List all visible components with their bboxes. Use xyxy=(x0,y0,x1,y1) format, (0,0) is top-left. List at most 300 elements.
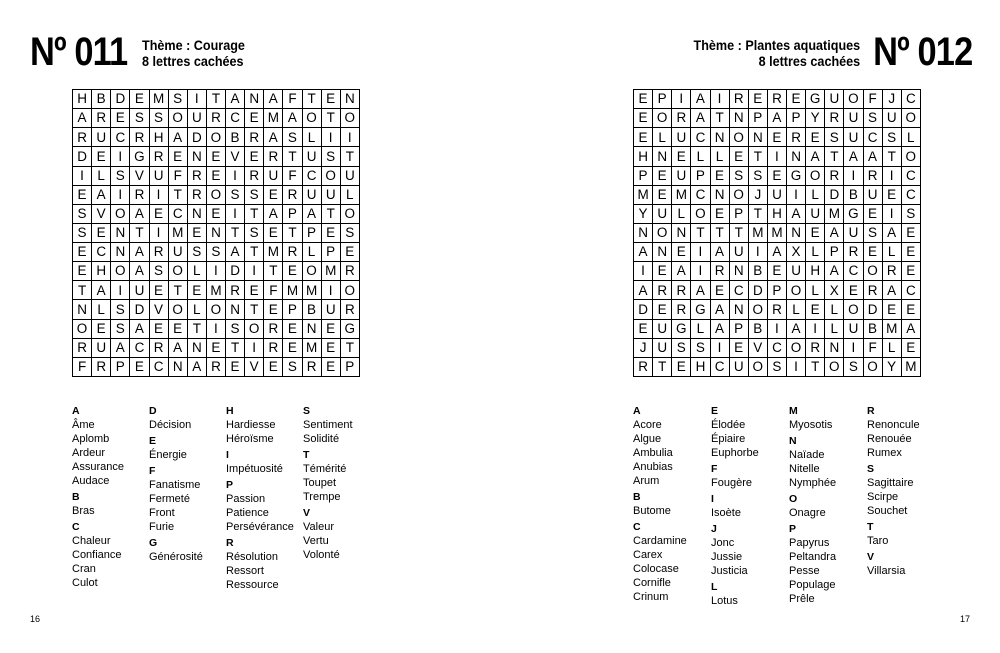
grid-cell: O xyxy=(825,358,844,377)
grid-cell: R xyxy=(341,262,360,281)
grid-cell: S xyxy=(188,243,207,262)
grid-cell: T xyxy=(749,205,768,224)
grid-cell: D xyxy=(226,262,245,281)
grid-cell: E xyxy=(806,224,825,243)
word-item: Jussie xyxy=(711,551,743,563)
grid-cell: N xyxy=(188,339,207,358)
grid-cell: E xyxy=(322,358,341,377)
grid-cell: M xyxy=(768,224,787,243)
grid-cell: E xyxy=(264,224,283,243)
word-item: Fermeté xyxy=(149,493,190,505)
grid-cell: R xyxy=(226,281,245,300)
grid-cell: R xyxy=(188,167,207,186)
word-item: Bras xyxy=(72,505,95,517)
grid-cell: P xyxy=(634,167,653,186)
grid-cell: T xyxy=(341,147,360,166)
grid-cell: D xyxy=(130,300,149,319)
section-letter: O xyxy=(789,493,798,505)
grid-cell: J xyxy=(883,90,902,109)
grid-cell: E xyxy=(150,205,169,224)
grid-cell: E xyxy=(207,167,226,186)
grid-cell: O xyxy=(653,224,672,243)
grid-cell: P xyxy=(825,243,844,262)
grid-cell: B xyxy=(749,262,768,281)
grid-cell: U xyxy=(150,167,169,186)
word-column xyxy=(633,404,711,608)
grid-cell: L xyxy=(902,128,921,147)
grid-cell: F xyxy=(283,90,302,109)
grid-cell: T xyxy=(169,281,188,300)
grid-cell: E xyxy=(653,300,672,319)
grid-cell: E xyxy=(207,147,226,166)
word-item: Témérité xyxy=(303,463,347,475)
word-item: Ambulia xyxy=(633,447,673,459)
grid-cell: E xyxy=(130,358,149,377)
grid-cell: O xyxy=(169,262,188,281)
grid-cell: N xyxy=(711,128,730,147)
grid-cell: R xyxy=(188,186,207,205)
word-item: Cornifle xyxy=(633,577,671,589)
section-letter: T xyxy=(303,449,310,461)
grid-cell: L xyxy=(883,339,902,358)
grid-cell: D xyxy=(188,128,207,147)
grid-cell: O xyxy=(787,281,806,300)
word-item: Renouée xyxy=(867,433,912,445)
grid-cell: U xyxy=(864,186,883,205)
grid-cell: U xyxy=(672,167,691,186)
section-letter: R xyxy=(226,537,234,549)
word-item: Furie xyxy=(149,521,175,533)
grid-cell: T xyxy=(749,147,768,166)
grid-cell: S xyxy=(322,147,341,166)
grid-cell: N xyxy=(245,90,264,109)
word-column xyxy=(72,404,149,592)
grid-cell: L xyxy=(883,243,902,262)
word-item: Élodée xyxy=(711,419,746,431)
grid-cell: N xyxy=(169,358,188,377)
word-item: Nitelle xyxy=(789,463,820,475)
grid-cell: L xyxy=(188,262,207,281)
section-letter: T xyxy=(867,521,874,533)
grid-cell: A xyxy=(883,224,902,243)
word-item: Culot xyxy=(72,577,98,589)
grid-cell: E xyxy=(283,339,302,358)
grid-cell: I xyxy=(322,128,341,147)
section-letter: P xyxy=(789,523,797,535)
grid-cell: G xyxy=(672,320,691,339)
grid-cell: I xyxy=(883,167,902,186)
grid-cell: L xyxy=(92,167,111,186)
grid-cell: E xyxy=(787,90,806,109)
word-item: Confiance xyxy=(72,549,122,561)
grid-cell: L xyxy=(711,147,730,166)
grid-cell: U xyxy=(322,186,341,205)
grid-cell: A xyxy=(902,320,921,339)
grid-cell: N xyxy=(188,205,207,224)
word-item: Épiaire xyxy=(711,433,746,445)
grid-cell: R xyxy=(768,90,787,109)
word-item: Héroïsme xyxy=(226,433,274,445)
grid-cell: Y xyxy=(806,109,825,128)
grid-cell: L xyxy=(806,281,825,300)
grid-cell: P xyxy=(111,358,130,377)
grid-cell: R xyxy=(864,167,883,186)
word-item: Scirpe xyxy=(867,491,899,503)
section-letter: S xyxy=(303,405,311,417)
grid-cell: E xyxy=(634,90,653,109)
grid-cell: R xyxy=(672,281,691,300)
grid-cell: E xyxy=(902,339,921,358)
grid-cell: E xyxy=(322,90,341,109)
grid-cell: U xyxy=(169,243,188,262)
grid-cell: N xyxy=(730,109,749,128)
word-item: Isoète xyxy=(711,507,741,519)
grid-cell: H xyxy=(806,262,825,281)
word-item: Solidité xyxy=(303,433,340,445)
word-item: Algue xyxy=(633,433,662,445)
grid-cell: E xyxy=(322,224,341,243)
word-item: Acore xyxy=(633,419,662,431)
grid-cell: A xyxy=(92,281,111,300)
hidden-letters-count: 8 lettres cachées xyxy=(758,53,860,69)
word-item: Fanatisme xyxy=(149,479,201,491)
word-item: Taro xyxy=(867,535,889,547)
grid-cell: S xyxy=(111,320,130,339)
grid-cell: E xyxy=(207,205,226,224)
hidden-letters-count: 8 lettres cachées xyxy=(142,53,244,69)
grid-cell: N xyxy=(303,320,322,339)
word-item: Fougère xyxy=(711,477,752,489)
word-item: Décision xyxy=(149,419,192,431)
grid-cell: C xyxy=(303,167,322,186)
grid-cell: I xyxy=(691,262,710,281)
grid-cell: P xyxy=(283,300,302,319)
grid-cell: C xyxy=(768,339,787,358)
grid-cell: J xyxy=(749,186,768,205)
grid-cell: F xyxy=(264,281,283,300)
word-item: Papyrus xyxy=(789,537,830,549)
word-item: Jonc xyxy=(711,537,735,549)
section-letter: N xyxy=(789,435,797,447)
grid-cell: A xyxy=(226,243,245,262)
grid-cell: N xyxy=(730,262,749,281)
grid-cell: A xyxy=(73,109,92,128)
grid-cell: E xyxy=(73,262,92,281)
grid-cell: A xyxy=(130,320,149,339)
grid-cell: E xyxy=(245,147,264,166)
grid-cell: E xyxy=(226,358,245,377)
grid-cell: L xyxy=(303,128,322,147)
grid-cell: O xyxy=(245,320,264,339)
grid-cell: D xyxy=(749,281,768,300)
word-column xyxy=(789,404,867,608)
word-item: Trempe xyxy=(303,491,341,503)
grid-cell: I xyxy=(711,339,730,358)
grid-cell: V xyxy=(150,300,169,319)
grid-cell: A xyxy=(303,205,322,224)
grid-cell: O xyxy=(169,109,188,128)
grid-cell: I xyxy=(691,243,710,262)
grid-cell: E xyxy=(150,320,169,339)
grid-cell: O xyxy=(303,262,322,281)
grid-cell: S xyxy=(207,243,226,262)
word-item: Justicia xyxy=(711,565,748,577)
grid-cell: L xyxy=(806,243,825,262)
grid-cell: R xyxy=(806,339,825,358)
grid-cell: E xyxy=(283,320,302,339)
word-item: Générosité xyxy=(149,551,203,563)
grid-cell: H xyxy=(73,90,92,109)
grid-cell: R xyxy=(341,300,360,319)
grid-cell: T xyxy=(303,90,322,109)
grid-cell: M xyxy=(264,109,283,128)
grid-cell: U xyxy=(303,147,322,166)
grid-cell: D xyxy=(73,147,92,166)
grid-cell: A xyxy=(825,262,844,281)
word-item: Aplomb xyxy=(72,433,110,445)
word-item: Front xyxy=(149,507,175,519)
grid-cell: E xyxy=(341,243,360,262)
section-letter: P xyxy=(226,479,234,491)
grid-cell: Y xyxy=(883,358,902,377)
section-letter: B xyxy=(72,491,80,503)
section-letter: R xyxy=(867,405,875,417)
grid-cell: X xyxy=(825,281,844,300)
grid-cell: S xyxy=(768,358,787,377)
section-letter: C xyxy=(72,521,80,533)
grid-cell: J xyxy=(634,339,653,358)
grid-cell: A xyxy=(691,281,710,300)
grid-cell: T xyxy=(691,224,710,243)
grid-cell: U xyxy=(844,109,863,128)
grid-cell: M xyxy=(150,90,169,109)
grid-cell: I xyxy=(711,90,730,109)
section-letter: E xyxy=(149,435,157,447)
grid-cell: A xyxy=(264,128,283,147)
grid-cell: R xyxy=(672,109,691,128)
grid-cell: S xyxy=(111,167,130,186)
grid-cell: R xyxy=(844,243,863,262)
grid-cell: E xyxy=(768,262,787,281)
grid-cell: I xyxy=(150,186,169,205)
grid-cell: E xyxy=(188,224,207,243)
grid-cell: C xyxy=(130,339,149,358)
word-item: Résolution xyxy=(226,551,278,563)
grid-cell: R xyxy=(130,186,149,205)
grid-cell: O xyxy=(111,262,130,281)
grid-cell: C xyxy=(844,262,863,281)
grid-cell: E xyxy=(245,109,264,128)
grid-cell: F xyxy=(169,167,188,186)
grid-cell: A xyxy=(883,281,902,300)
grid-cell: H xyxy=(92,262,111,281)
word-item: Vertu xyxy=(303,535,329,547)
grid-cell: A xyxy=(130,243,149,262)
section-letter: E xyxy=(711,405,719,417)
word-item: Toupet xyxy=(303,477,337,489)
grid-cell: E xyxy=(634,128,653,147)
grid-cell: O xyxy=(111,205,130,224)
grid-cell: E xyxy=(245,281,264,300)
grid-cell: R xyxy=(264,147,283,166)
grid-cell: S xyxy=(283,358,302,377)
grid-cell: B xyxy=(844,186,863,205)
word-item: Patience xyxy=(226,507,269,519)
grid-cell: E xyxy=(150,281,169,300)
grid-cell: R xyxy=(245,128,264,147)
grid-cell: U xyxy=(787,262,806,281)
grid-cell: T xyxy=(806,358,825,377)
grid-cell: E xyxy=(207,339,226,358)
grid-cell: E xyxy=(283,262,302,281)
grid-cell: R xyxy=(283,243,302,262)
grid-cell: U xyxy=(672,128,691,147)
grid-cell: U xyxy=(653,339,672,358)
grid-cell: A xyxy=(864,147,883,166)
word-item: Colocase xyxy=(633,563,679,575)
grid-cell: M xyxy=(322,262,341,281)
grid-cell: M xyxy=(672,186,691,205)
grid-cell: A xyxy=(634,281,653,300)
puzzle-theme xyxy=(142,37,245,69)
grid-cell: N xyxy=(749,128,768,147)
grid-cell: P xyxy=(730,320,749,339)
grid-cell: C xyxy=(902,281,921,300)
grid-cell: E xyxy=(711,281,730,300)
grid-cell: R xyxy=(787,128,806,147)
grid-cell: A xyxy=(691,90,710,109)
grid-cell: T xyxy=(283,224,302,243)
grid-cell: G xyxy=(787,167,806,186)
word-item: Onagre xyxy=(789,507,826,519)
grid-cell: I xyxy=(787,186,806,205)
grid-cell: E xyxy=(188,281,207,300)
grid-cell: D xyxy=(825,186,844,205)
grid-cell: C xyxy=(691,186,710,205)
grid-cell: U xyxy=(264,167,283,186)
letter-grid xyxy=(72,89,360,377)
grid-cell: B xyxy=(226,128,245,147)
grid-cell: E xyxy=(92,147,111,166)
grid-cell: S xyxy=(864,224,883,243)
grid-cell: S xyxy=(130,109,149,128)
grid-cell: A xyxy=(825,224,844,243)
word-item: Audace xyxy=(72,475,110,487)
grid-cell: M xyxy=(303,339,322,358)
grid-cell: I xyxy=(768,147,787,166)
grid-cell: P xyxy=(283,205,302,224)
grid-cell: O xyxy=(864,262,883,281)
section-letter: H xyxy=(226,405,234,417)
grid-cell: R xyxy=(207,358,226,377)
grid-cell: I xyxy=(73,167,92,186)
grid-cell: M xyxy=(634,186,653,205)
word-column xyxy=(867,404,937,608)
grid-cell: M xyxy=(825,205,844,224)
grid-cell: A xyxy=(130,262,149,281)
grid-cell: S xyxy=(111,300,130,319)
grid-cell: O xyxy=(844,300,863,319)
grid-cell: L xyxy=(188,300,207,319)
grid-cell: E xyxy=(672,358,691,377)
grid-cell: P xyxy=(691,167,710,186)
grid-cell: A xyxy=(226,90,245,109)
grid-cell: E xyxy=(883,300,902,319)
grid-cell: R xyxy=(672,300,691,319)
grid-cell: A xyxy=(711,243,730,262)
grid-cell: V xyxy=(226,147,245,166)
grid-cell: R xyxy=(883,262,902,281)
grid-cell: P xyxy=(653,90,672,109)
grid-cell: T xyxy=(283,147,302,166)
puzzle-number: Nº 012 xyxy=(872,30,972,74)
grid-cell: S xyxy=(341,224,360,243)
grid-cell: T xyxy=(711,109,730,128)
grid-cell: G xyxy=(806,90,825,109)
grid-cell: N xyxy=(111,243,130,262)
grid-cell: R xyxy=(92,358,111,377)
grid-cell: R xyxy=(207,109,226,128)
grid-cell: O xyxy=(341,281,360,300)
right-page xyxy=(500,0,1000,653)
grid-cell: E xyxy=(634,109,653,128)
grid-cell: H xyxy=(634,147,653,166)
word-item: Persévérance xyxy=(226,521,294,533)
word-item: Ressort xyxy=(226,565,264,577)
grid-cell: C xyxy=(92,243,111,262)
grid-cell: I xyxy=(111,147,130,166)
grid-cell: G xyxy=(691,300,710,319)
grid-cell: S xyxy=(883,128,902,147)
grid-cell: T xyxy=(341,339,360,358)
grid-cell: R xyxy=(730,90,749,109)
grid-cell: E xyxy=(730,339,749,358)
grid-cell: R xyxy=(150,147,169,166)
grid-cell: R xyxy=(73,339,92,358)
grid-cell: U xyxy=(844,224,863,243)
word-item: Âme xyxy=(72,419,95,431)
grid-cell: I xyxy=(844,167,863,186)
grid-cell: U xyxy=(92,339,111,358)
grid-cell: D xyxy=(111,90,130,109)
grid-cell: F xyxy=(73,358,92,377)
grid-cell: E xyxy=(73,243,92,262)
grid-cell: N xyxy=(653,243,672,262)
grid-cell: E xyxy=(634,320,653,339)
grid-cell: R xyxy=(768,300,787,319)
grid-cell: S xyxy=(73,205,92,224)
grid-cell: E xyxy=(92,224,111,243)
word-item: Naïade xyxy=(789,449,825,461)
grid-cell: U xyxy=(92,128,111,147)
grid-cell: O xyxy=(864,358,883,377)
section-letter: J xyxy=(711,523,717,535)
word-item: Souchet xyxy=(867,505,908,517)
word-item: Villarsia xyxy=(867,565,906,577)
grid-cell: G xyxy=(844,205,863,224)
word-column xyxy=(303,404,373,592)
grid-cell: D xyxy=(864,300,883,319)
grid-cell: N xyxy=(207,224,226,243)
grid-cell: C xyxy=(226,109,245,128)
grid-cell: I xyxy=(341,128,360,147)
grid-cell: N xyxy=(787,147,806,166)
grid-cell: S xyxy=(749,167,768,186)
grid-cell: T xyxy=(322,109,341,128)
grid-cell: I xyxy=(844,339,863,358)
grid-cell: M xyxy=(883,320,902,339)
grid-cell: P xyxy=(303,224,322,243)
